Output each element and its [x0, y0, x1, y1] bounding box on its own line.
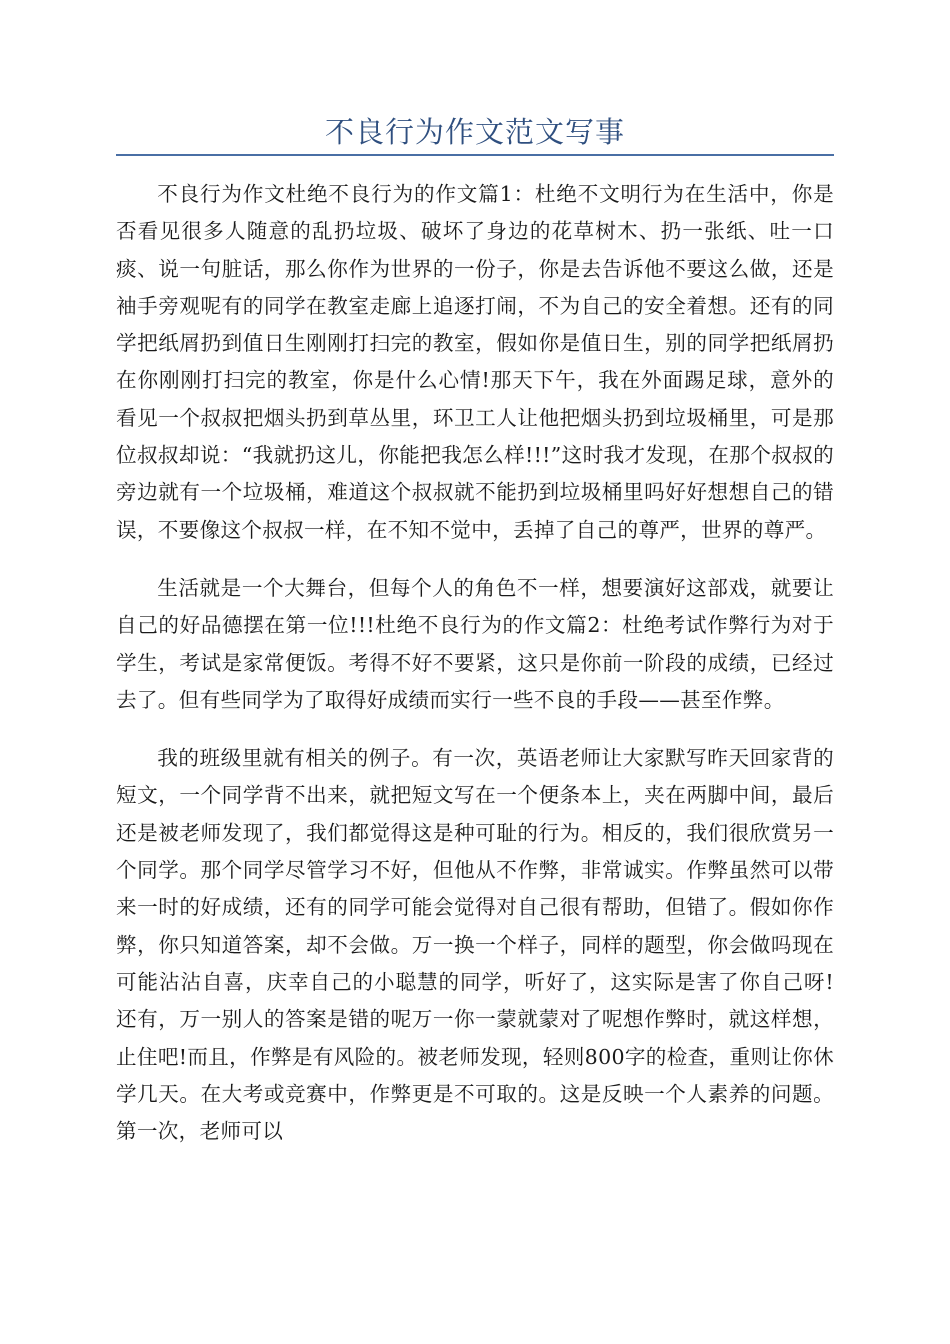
- paragraph-2: 生活就是一个大舞台，但每个人的角色不一样，想要演好这部戏，就要让自己的好品德摆在第一位!!!杜绝不良行为的作文篇2：杜绝考试作弊行为对于学生，考试是家常便饭。考得不好不要紧，这只是你前一阶段的成绩，已经过去了。但有些同学为了取得好成绩而实行一些不良的手段——甚至作弊。: [116, 575, 834, 712]
- paragraph-1: 不良行为作文杜绝不良行为的作文篇1：杜绝不文明行为在生活中，你是否看见很多人随意的乱扔垃圾、破坏了身边的花草树木、扔一张纸、吐一口痰、说一句脏话，那么你作为世界的一份子，你是去告诉他不要这么做，还是袖手旁观呢有的同学在教室走廊上追逐打闹，不为自己的安全着想。还有的同学把纸屑扔到值日生刚刚打扫完的教室，假如你是值日生，别的同学把纸屑扔在你刚刚打扫完的教室，你是什么心情!那天下午，我在外面踢足球，意外的看见一个叔叔把烟头扔到草丛里，环卫工人让他把烟头扔到垃圾桶里，可是那位叔叔却说：“我就扔这儿，你能把我怎么样!!!”这时我才发现，在那个叔叔的旁边就有一个垃圾桶，难道这个叔叔就不能扔到垃圾桶里吗好好想想自己的错误，不要像这个叔叔一样，在不知不觉中，丢掉了自己的尊严，世界的尊严。: [116, 182, 834, 542]
- paragraph-3: 我的班级里就有相关的例子。有一次，英语老师让大家默写昨天回家背的短文，一个同学背不出来，就把短文写在一个便条本上，夹在两脚中间，最后还是被老师发现了，我们都觉得这是种可耻的行为。相反的，我们很欣赏另一个同学。那个同学尽管学习不好，但他从不作弊，非常诚实。作弊虽然可以带来一时的好成绩，还有的同学可能会觉得对自己很有帮助，但错了。假如你作弊，你只知道答案，却不会做。万一换一个样子，同样的题型，你会做吗现在可能沾沾自喜，庆幸自己的小聪慧的同学，听好了，这实际是害了你自己呀!还有，万一别人的答案是错的呢万一你一蒙就蒙对了呢想作弊时，就这样想，止住吧!而且，作弊是有风险的。被老师发现，轻则800字的检查，重则让你休学几天。在大考或竞赛中，作弊更是不可取的。这是反映一个人素养的问题。第一次，老师可以: [116, 746, 834, 1144]
- title-underline: [116, 154, 834, 156]
- document-body: [116, 176, 834, 1171]
- document-title: 不良行为作文范文写事: [324, 115, 625, 149]
